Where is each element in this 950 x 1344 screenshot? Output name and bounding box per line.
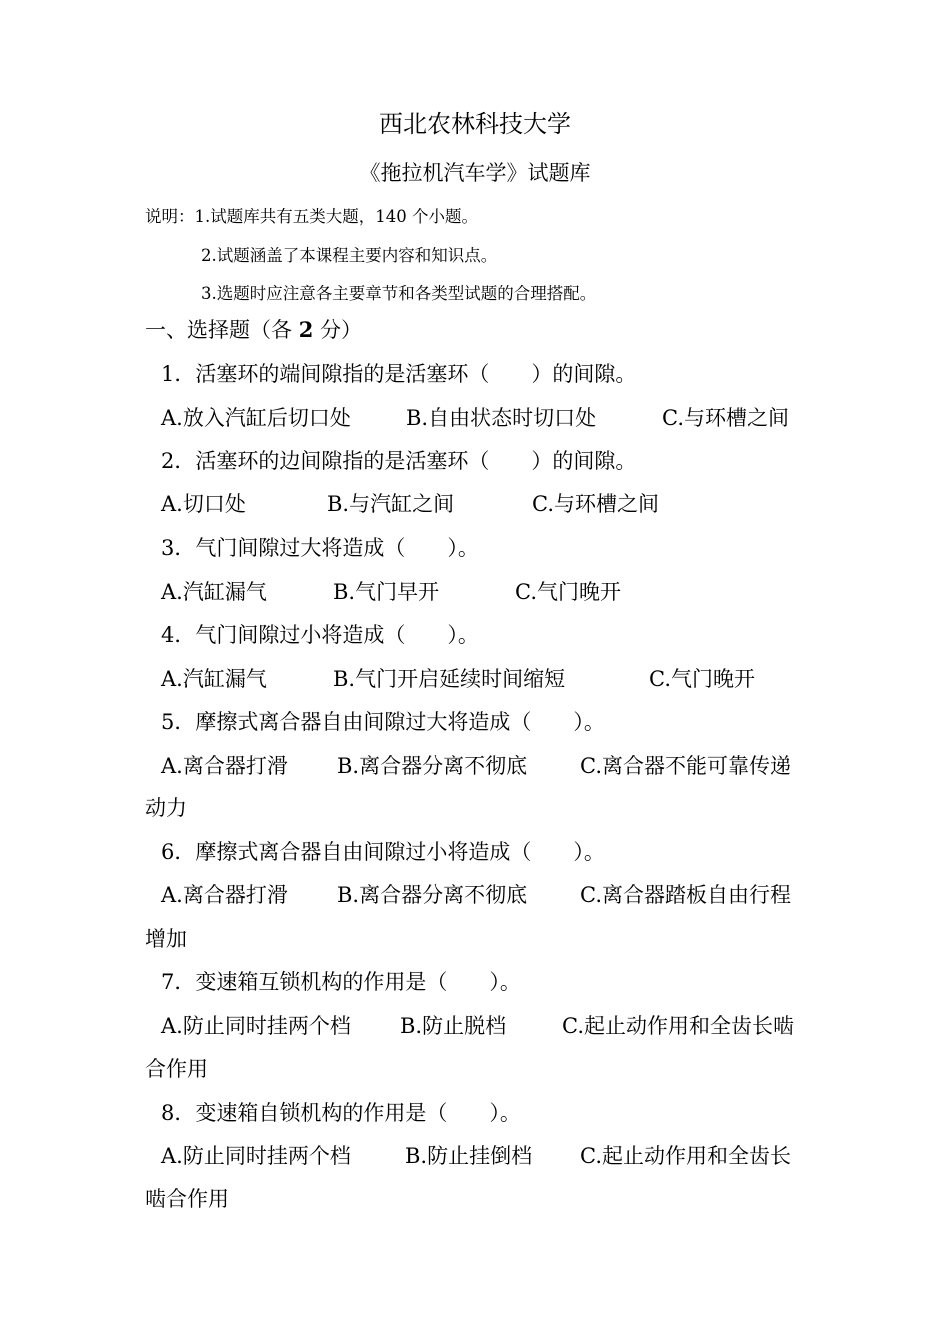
question-7-option-a: A.防止同时挂两个档 — [161, 1014, 351, 1038]
question-8-option-c-continued: 啮合作用 — [145, 1187, 229, 1211]
question-5-option-c-continued: 动力 — [145, 796, 187, 820]
question-6-option-a: A.离合器打滑 — [161, 883, 288, 907]
question-3-option-c: C.气门晚开 — [515, 580, 621, 604]
section-points: 2 — [298, 317, 314, 342]
course-title: 《拖拉机汽车学》试题库 — [359, 161, 591, 185]
question-8-option-c: C.起止动作用和全齿长 — [580, 1144, 791, 1168]
question-1-stem: 1．活塞环的端间隙指的是活塞环（ ）的间隙。 — [161, 362, 637, 386]
question-6-option-c-continued: 增加 — [145, 927, 187, 951]
question-8-stem: 8．变速箱自锁机构的作用是（ ）。 — [161, 1101, 521, 1125]
question-2-option-c: C.与环槽之间 — [532, 492, 659, 516]
question-4-option-b: B.气门开启延续时间缩短 — [333, 667, 566, 691]
note-line-3: 3.选题时应注意各主要章节和各类型试题的合理搭配。 — [201, 284, 597, 303]
question-1-option-a: A.放入汽缸后切口处 — [161, 406, 351, 430]
question-8-option-a: A.防止同时挂两个档 — [161, 1144, 351, 1168]
question-2-stem: 2．活塞环的边间隙指的是活塞环（ ）的间隙。 — [161, 449, 637, 473]
question-1-option-c: C.与环槽之间 — [662, 406, 789, 430]
section-heading-prefix: 一、选择题（各 — [145, 318, 299, 342]
question-6-option-c: C.离合器踏板自由行程 — [580, 883, 791, 907]
question-4-option-c: C.气门晚开 — [649, 667, 755, 691]
question-6-option-b: B.离合器分离不彻底 — [337, 883, 528, 907]
section-heading — [145, 319, 362, 341]
question-7-option-c-continued: 合作用 — [145, 1057, 208, 1081]
question-2-option-b: B.与汽缸之间 — [327, 492, 455, 516]
question-5-option-a: A.离合器打滑 — [161, 754, 288, 778]
question-8-option-b: B.防止挂倒档 — [405, 1144, 533, 1168]
question-1-option-b: B.自由状态时切口处 — [406, 406, 597, 430]
question-3-stem: 3．气门间隙过大将造成（ ）。 — [161, 536, 479, 560]
question-7-option-b: B.防止脱档 — [400, 1014, 507, 1038]
question-7-stem: 7．变速箱互锁机构的作用是（ ）。 — [161, 970, 521, 994]
question-2-option-a: A.切口处 — [161, 492, 246, 516]
university-title: 西北农林科技大学 — [379, 110, 571, 138]
note-line-2: 2.试题涵盖了本课程主要内容和知识点。 — [201, 246, 498, 265]
note-line-1: 说明：1.试题库共有五类大题，140 个小题。 — [145, 207, 478, 226]
question-5-option-b: B.离合器分离不彻底 — [337, 754, 528, 778]
section-heading-suffix: 分） — [313, 318, 362, 342]
question-6-stem: 6．摩擦式离合器自由间隙过小将造成（ ）。 — [161, 840, 605, 864]
question-3-option-a: A.汽缸漏气 — [161, 580, 267, 604]
question-5-stem: 5．摩擦式离合器自由间隙过大将造成（ ）。 — [161, 710, 605, 734]
question-5-option-c: C.离合器不能可靠传递 — [580, 754, 791, 778]
question-3-option-b: B.气门早开 — [333, 580, 440, 604]
question-4-stem: 4．气门间隙过小将造成（ ）。 — [161, 623, 479, 647]
question-7-option-c: C.起止动作用和全齿长啮 — [562, 1014, 794, 1038]
question-4-option-a: A.汽缸漏气 — [161, 667, 267, 691]
